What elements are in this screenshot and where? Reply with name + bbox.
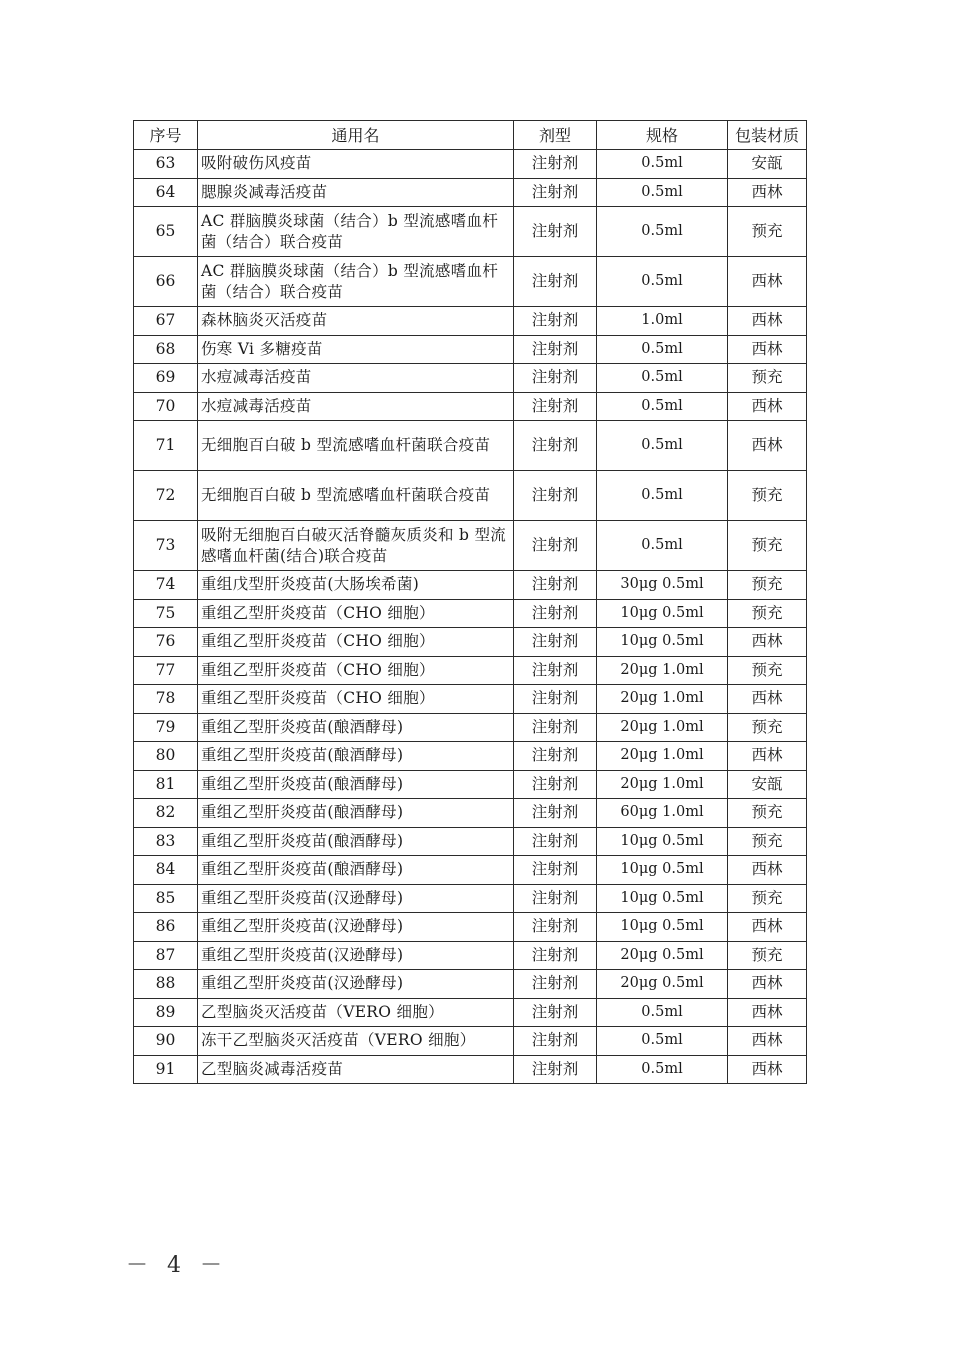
cell-specification: 20μg 1.0ml (597, 656, 728, 685)
cell-generic-name: 水痘减毒活疫苗 (198, 364, 514, 393)
cell-specification: 20μg 0.5ml (597, 970, 728, 999)
cell-dosage-form: 注射剂 (514, 207, 597, 257)
cell-generic-name: 重组乙型肝炎疫苗(汉逊酵母) (198, 884, 514, 913)
cell-packaging-material: 西林 (728, 307, 807, 336)
table-row (134, 628, 807, 657)
cell-dosage-form: 注射剂 (514, 364, 597, 393)
table-body (134, 150, 807, 1084)
cell-serial-number: 72 (134, 471, 198, 521)
cell-packaging-material: 预充 (728, 207, 807, 257)
cell-specification: 20μg 0.5ml (597, 941, 728, 970)
cell-serial-number: 76 (134, 628, 198, 657)
cell-specification: 0.5ml (597, 1055, 728, 1084)
cell-specification: 0.5ml (597, 421, 728, 471)
cell-serial-number: 90 (134, 1027, 198, 1056)
cell-packaging-material: 西林 (728, 178, 807, 207)
cell-serial-number: 80 (134, 742, 198, 771)
cell-serial-number: 75 (134, 599, 198, 628)
cell-packaging-material: 预充 (728, 571, 807, 600)
cell-specification: 20μg 1.0ml (597, 685, 728, 714)
cell-dosage-form: 注射剂 (514, 941, 597, 970)
cell-packaging-material: 西林 (728, 970, 807, 999)
table-row (134, 335, 807, 364)
cell-generic-name: 乙型脑炎灭活疫苗（VERO 细胞） (198, 998, 514, 1027)
table-row (134, 421, 807, 471)
cell-generic-name: 吸附破伤风疫苗 (198, 150, 514, 179)
cell-packaging-material: 安瓿 (728, 150, 807, 179)
cell-specification: 0.5ml (597, 207, 728, 257)
cell-serial-number: 77 (134, 656, 198, 685)
cell-generic-name: 水痘减毒活疫苗 (198, 392, 514, 421)
cell-generic-name: 重组乙型肝炎疫苗（CHO 细胞） (198, 685, 514, 714)
cell-serial-number: 88 (134, 970, 198, 999)
cell-specification: 0.5ml (597, 471, 728, 521)
cell-dosage-form: 注射剂 (514, 685, 597, 714)
cell-serial-number: 63 (134, 150, 198, 179)
cell-dosage-form: 注射剂 (514, 1055, 597, 1084)
table-row (134, 913, 807, 942)
cell-generic-name: 重组乙型肝炎疫苗（CHO 细胞） (198, 656, 514, 685)
table-row (134, 1027, 807, 1056)
cell-specification: 0.5ml (597, 998, 728, 1027)
table-row (134, 257, 807, 307)
table-row (134, 713, 807, 742)
cell-specification: 0.5ml (597, 1027, 728, 1056)
table-header-row (134, 121, 807, 150)
cell-generic-name: 重组乙型肝炎疫苗(汉逊酵母) (198, 913, 514, 942)
page-number: － 4 － (126, 1253, 228, 1278)
vaccine-table (133, 120, 807, 1084)
cell-specification: 20μg 1.0ml (597, 742, 728, 771)
cell-generic-name: 重组乙型肝炎疫苗(酿酒酵母) (198, 770, 514, 799)
table-row (134, 856, 807, 885)
cell-dosage-form: 注射剂 (514, 998, 597, 1027)
cell-serial-number: 82 (134, 799, 198, 828)
table-row (134, 941, 807, 970)
cell-dosage-form: 注射剂 (514, 392, 597, 421)
cell-dosage-form: 注射剂 (514, 770, 597, 799)
cell-generic-name: 乙型脑炎减毒活疫苗 (198, 1055, 514, 1084)
table-row (134, 521, 807, 571)
table-row (134, 884, 807, 913)
cell-dosage-form: 注射剂 (514, 1027, 597, 1056)
cell-specification: 20μg 1.0ml (597, 770, 728, 799)
cell-dosage-form: 注射剂 (514, 799, 597, 828)
cell-specification: 10μg 0.5ml (597, 599, 728, 628)
cell-generic-name: 无细胞百白破 b 型流感嗜血杆菌联合疫苗 (198, 421, 514, 471)
table-row (134, 1055, 807, 1084)
cell-serial-number: 66 (134, 257, 198, 307)
cell-dosage-form: 注射剂 (514, 421, 597, 471)
cell-serial-number: 71 (134, 421, 198, 471)
cell-specification: 30μg 0.5ml (597, 571, 728, 600)
cell-packaging-material: 西林 (728, 913, 807, 942)
cell-serial-number: 64 (134, 178, 198, 207)
cell-generic-name: 重组乙型肝炎疫苗(酿酒酵母) (198, 856, 514, 885)
header-packaging-material: 包装材质 (728, 121, 807, 150)
cell-packaging-material: 西林 (728, 685, 807, 714)
cell-packaging-material: 西林 (728, 421, 807, 471)
cell-generic-name: 重组乙型肝炎疫苗(酿酒酵母) (198, 827, 514, 856)
cell-specification: 10μg 0.5ml (597, 628, 728, 657)
cell-serial-number: 78 (134, 685, 198, 714)
cell-serial-number: 69 (134, 364, 198, 393)
cell-specification: 0.5ml (597, 364, 728, 393)
cell-packaging-material: 预充 (728, 884, 807, 913)
header-dosage-form: 剂型 (514, 121, 597, 150)
cell-specification: 10μg 0.5ml (597, 884, 728, 913)
cell-specification: 10μg 0.5ml (597, 913, 728, 942)
cell-serial-number: 86 (134, 913, 198, 942)
cell-generic-name: 重组戊型肝炎疫苗(大肠埃希菌) (198, 571, 514, 600)
cell-serial-number: 73 (134, 521, 198, 571)
cell-dosage-form: 注射剂 (514, 742, 597, 771)
table-row (134, 207, 807, 257)
table-row (134, 178, 807, 207)
cell-serial-number: 74 (134, 571, 198, 600)
table-row (134, 970, 807, 999)
cell-dosage-form: 注射剂 (514, 521, 597, 571)
cell-specification: 0.5ml (597, 178, 728, 207)
table-row (134, 364, 807, 393)
table-row (134, 656, 807, 685)
cell-packaging-material: 预充 (728, 521, 807, 571)
cell-packaging-material: 西林 (728, 742, 807, 771)
cell-serial-number: 79 (134, 713, 198, 742)
cell-dosage-form: 注射剂 (514, 856, 597, 885)
cell-generic-name: 重组乙型肝炎疫苗(酿酒酵母) (198, 713, 514, 742)
cell-specification: 20μg 1.0ml (597, 713, 728, 742)
cell-serial-number: 87 (134, 941, 198, 970)
cell-generic-name: 重组乙型肝炎疫苗(酿酒酵母) (198, 742, 514, 771)
cell-packaging-material: 预充 (728, 364, 807, 393)
cell-generic-name: 重组乙型肝炎疫苗(汉逊酵母) (198, 941, 514, 970)
cell-specification: 0.5ml (597, 150, 728, 179)
cell-dosage-form: 注射剂 (514, 599, 597, 628)
cell-dosage-form: 注射剂 (514, 307, 597, 336)
cell-packaging-material: 预充 (728, 656, 807, 685)
cell-packaging-material: 预充 (728, 799, 807, 828)
cell-packaging-material: 西林 (728, 998, 807, 1027)
cell-generic-name: 重组乙型肝炎疫苗(酿酒酵母) (198, 799, 514, 828)
cell-generic-name: 无细胞百白破 b 型流感嗜血杆菌联合疫苗 (198, 471, 514, 521)
cell-dosage-form: 注射剂 (514, 913, 597, 942)
cell-packaging-material: 安瓿 (728, 770, 807, 799)
table-row (134, 599, 807, 628)
table-row (134, 827, 807, 856)
cell-generic-name: 重组乙型肝炎疫苗（CHO 细胞） (198, 628, 514, 657)
cell-serial-number: 67 (134, 307, 198, 336)
cell-generic-name: 吸附无细胞百白破灭活脊髓灰质炎和 b 型流感嗜血杆菌(结合)联合疫苗 (198, 521, 514, 571)
cell-packaging-material: 西林 (728, 392, 807, 421)
table-row (134, 998, 807, 1027)
table-row (134, 799, 807, 828)
cell-dosage-form: 注射剂 (514, 628, 597, 657)
cell-specification: 1.0ml (597, 307, 728, 336)
cell-serial-number: 81 (134, 770, 198, 799)
table-row (134, 685, 807, 714)
cell-specification: 10μg 0.5ml (597, 827, 728, 856)
table-row (134, 742, 807, 771)
cell-dosage-form: 注射剂 (514, 335, 597, 364)
cell-packaging-material: 预充 (728, 471, 807, 521)
cell-packaging-material: 西林 (728, 1055, 807, 1084)
cell-generic-name: AC 群脑膜炎球菌（结合）b 型流感嗜血杆菌（结合）联合疫苗 (198, 207, 514, 257)
cell-serial-number: 89 (134, 998, 198, 1027)
cell-generic-name: 伤寒 Vi 多糖疫苗 (198, 335, 514, 364)
cell-dosage-form: 注射剂 (514, 178, 597, 207)
cell-specification: 0.5ml (597, 257, 728, 307)
cell-packaging-material: 西林 (728, 257, 807, 307)
cell-serial-number: 70 (134, 392, 198, 421)
cell-serial-number: 83 (134, 827, 198, 856)
cell-packaging-material: 预充 (728, 599, 807, 628)
cell-dosage-form: 注射剂 (514, 970, 597, 999)
cell-packaging-material: 预充 (728, 713, 807, 742)
cell-packaging-material: 预充 (728, 827, 807, 856)
cell-dosage-form: 注射剂 (514, 656, 597, 685)
cell-dosage-form: 注射剂 (514, 257, 597, 307)
cell-specification: 0.5ml (597, 521, 728, 571)
cell-generic-name: 重组乙型肝炎疫苗(汉逊酵母) (198, 970, 514, 999)
cell-generic-name: 森林脑炎灭活疫苗 (198, 307, 514, 336)
cell-packaging-material: 西林 (728, 856, 807, 885)
table-row (134, 770, 807, 799)
cell-specification: 0.5ml (597, 335, 728, 364)
table-row (134, 150, 807, 179)
header-specification: 规格 (597, 121, 728, 150)
cell-serial-number: 91 (134, 1055, 198, 1084)
cell-dosage-form: 注射剂 (514, 471, 597, 521)
cell-packaging-material: 预充 (728, 941, 807, 970)
cell-dosage-form: 注射剂 (514, 150, 597, 179)
cell-packaging-material: 西林 (728, 628, 807, 657)
cell-generic-name: AC 群脑膜炎球菌（结合）b 型流感嗜血杆菌（结合）联合疫苗 (198, 257, 514, 307)
cell-dosage-form: 注射剂 (514, 884, 597, 913)
cell-specification: 10μg 0.5ml (597, 856, 728, 885)
cell-dosage-form: 注射剂 (514, 713, 597, 742)
header-serial-number: 序号 (134, 121, 198, 150)
cell-serial-number: 68 (134, 335, 198, 364)
cell-specification: 60μg 1.0ml (597, 799, 728, 828)
cell-packaging-material: 西林 (728, 1027, 807, 1056)
cell-packaging-material: 西林 (728, 335, 807, 364)
cell-serial-number: 84 (134, 856, 198, 885)
cell-generic-name: 冻干乙型脑炎灭活疫苗（VERO 细胞） (198, 1027, 514, 1056)
cell-dosage-form: 注射剂 (514, 571, 597, 600)
cell-serial-number: 85 (134, 884, 198, 913)
table-row (134, 471, 807, 521)
cell-dosage-form: 注射剂 (514, 827, 597, 856)
table-row (134, 392, 807, 421)
header-generic-name: 通用名 (198, 121, 514, 150)
cell-specification: 0.5ml (597, 392, 728, 421)
cell-generic-name: 腮腺炎减毒活疫苗 (198, 178, 514, 207)
table-row (134, 571, 807, 600)
cell-generic-name: 重组乙型肝炎疫苗（CHO 细胞） (198, 599, 514, 628)
table-row (134, 307, 807, 336)
cell-serial-number: 65 (134, 207, 198, 257)
